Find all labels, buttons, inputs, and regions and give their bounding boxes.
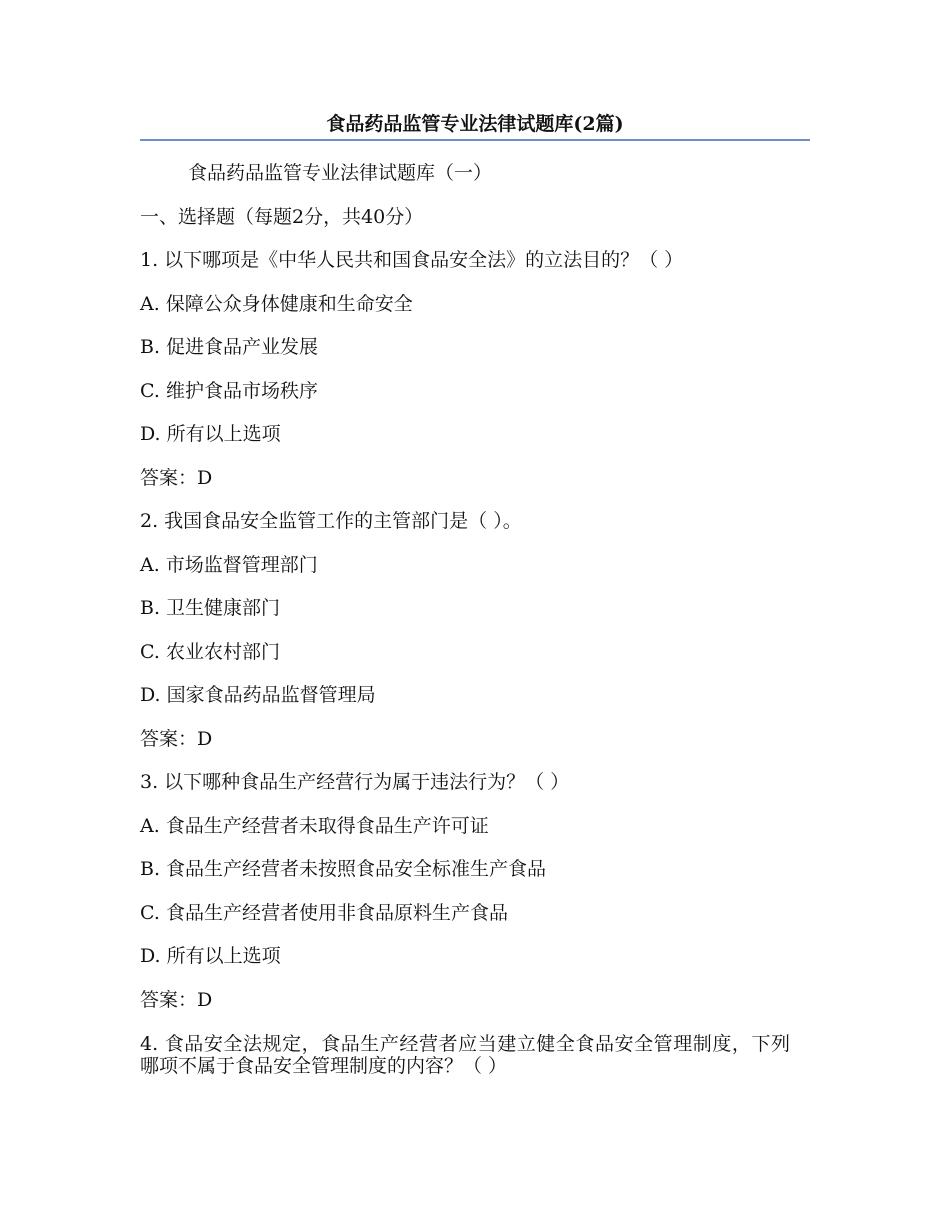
question-1-option-d: D. 所有以上选项 (140, 423, 281, 445)
question-2-answer: 答案：D (140, 728, 213, 750)
document-subtitle: 食品药品监管专业法律试题库（一） (188, 162, 493, 184)
question-2-stem: 2. 我国食品安全监管工作的主管部门是（ ）。 (140, 510, 522, 532)
question-2-option-c: C. 农业农村部门 (140, 641, 280, 663)
question-3-option-a: A. 食品生产经营者未取得食品生产许可证 (140, 815, 489, 837)
title-underline (140, 139, 810, 141)
question-1-option-a: A. 保障公众身体健康和生命安全 (140, 293, 413, 315)
question-3-stem: 3. 以下哪种食品生产经营行为属于违法行为？（ ） (140, 771, 570, 793)
question-3-option-b: B. 食品生产经营者未按照食品安全标准生产食品 (140, 858, 547, 880)
question-1-option-c: C. 维护食品市场秩序 (140, 380, 318, 402)
question-4-stem: 4. 食品安全法规定，食品生产经营者应当建立健全食品安全管理制度，下列哪项不属于食品安全管理制度的内容？（ ） (140, 1033, 790, 1077)
question-3-option-d: D. 所有以上选项 (140, 945, 281, 967)
question-3-option-c: C. 食品生产经营者使用非食品原料生产食品 (140, 902, 508, 924)
question-2-option-d: D. 国家食品药品监督管理局 (140, 684, 376, 706)
question-3-answer: 答案：D (140, 989, 213, 1011)
section-heading: 一、选择题（每题2分，共40分） (140, 206, 424, 228)
question-1-answer: 答案：D (140, 467, 213, 489)
question-2-option-a: A. 市场监督管理部门 (140, 554, 318, 576)
question-1-stem: 1. 以下哪项是《中华人民共和国食品安全法》的立法目的？（ ） (140, 249, 684, 271)
question-1-option-b: B. 促进食品产业发展 (140, 336, 319, 358)
question-2-option-b: B. 卫生健康部门 (140, 597, 281, 619)
document-title: 食品药品监管专业法律试题库(2篇) (326, 113, 624, 135)
